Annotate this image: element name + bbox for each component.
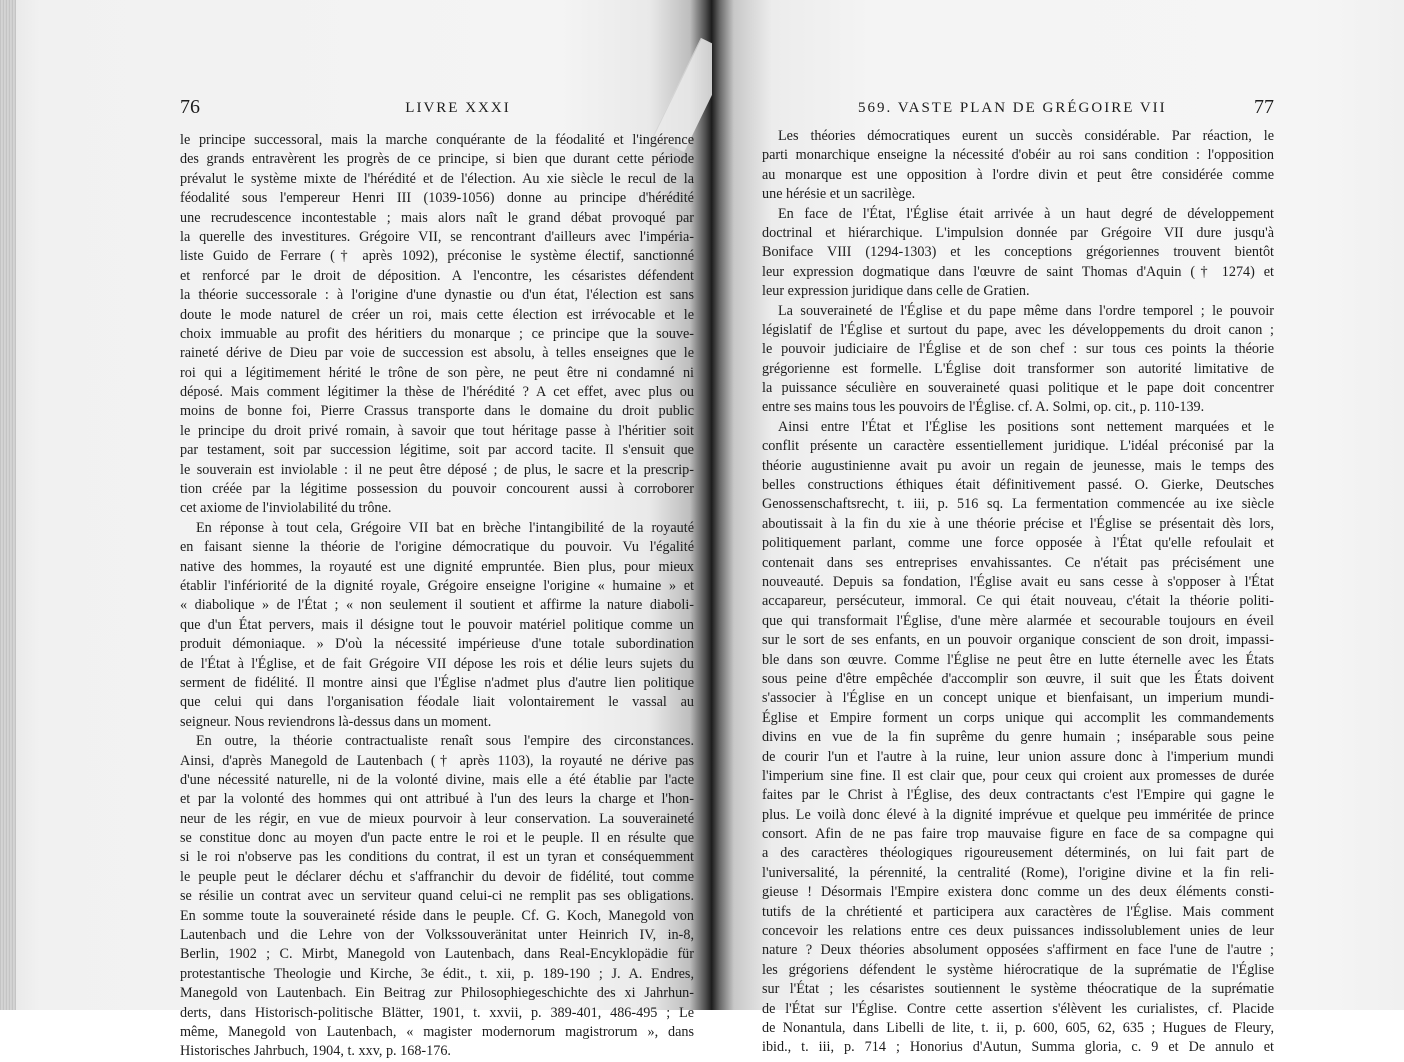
text-line: Berlin, 1902 ; C. Mirbt, Manegold von Lautenbach, dans Real-Encyklopädie für (180, 946, 694, 963)
text-line: Manegold von Lautenbach. Ein Beitrag zur Philosophiegeschichte des xi Jahrhun- (180, 985, 694, 1002)
text-line: que celui qui dans l'organisation féodale liait volontairement le vassal au (180, 694, 694, 711)
text-line: que d'un État pervers, mais il désigne tout le pouvoir matériel politique comme un (180, 616, 694, 633)
text-line: belles constructions éthiques était définitivement passé. O. Gierke, Deutsches (762, 477, 1274, 494)
text-line: la querelle des investitures. Grégoire VII, se rencontrant d'ailleurs avec l'impéria- (180, 228, 694, 245)
text-line: divins en vue de la fin suprême du genre humain ; inséparable sous peine (762, 729, 1274, 746)
text-line: moins de bonne foi, Pierre Crassus transporte dans le domaine du droit public (180, 403, 694, 420)
text-line: leur expression juridique dans celle de Gratien. (762, 283, 1030, 300)
text-line: féodalité sous l'empereur Henri III (1039-1056) donne au principe d'hérédité (180, 190, 694, 207)
text-line: Église et Empire forment un corps unique qui accomplit les commandements (762, 709, 1274, 726)
text-line: protestantische Theologie und Kirche, 3e édit., t. xii, p. 189-190 ; J. A. Endres, (180, 965, 694, 982)
running-header: 569. VASTE PLAN DE GRÉGOIRE VII (858, 100, 1167, 116)
text-line: tutifs de la chrétienté et participera aux caractères de l'Église. Mais comment (762, 903, 1274, 920)
text-line: produit démoniaque. » D'où la nécessité impérieuse d'une totale subordination (180, 636, 694, 653)
text-line: seigneur. Nous reviendrons là-dessus dans un moment. (180, 713, 492, 730)
text-line: Ainsi, d'après Manegold de Lautenbach († après 1103), la royauté ne dérive pas (180, 752, 694, 769)
text-line: le souverain est inviolable : il ne peut être déposé ; de plus, le sacre et la prescrip- (180, 461, 694, 478)
text-line: établir l'infériorité de la dignité royale, Grégoire enseigne l'origine « humaine » et (180, 577, 694, 594)
text-line: raineté dérive de Dieu par voie de succession est absolu, à telles enseignes que le (180, 345, 694, 362)
text-line: La souveraineté de l'Église et du pape même dans l'ordre temporel ; le pouvoir (778, 302, 1274, 319)
text-line: plus. Le voilà donc élevé à la dignité imprévue et quelque peu imméritée de prince (762, 806, 1274, 823)
text-line: de Nonantula, dans Libelli de lite, t. ii, p. 600, 605, 62, 635 ; Hugues de Fleury, (762, 1019, 1274, 1036)
running-header: LIVRE XXXI (405, 100, 511, 116)
text-line: grégorienne est formelle. L'Église doit transformer son autorité limitative de (762, 360, 1274, 377)
text-line: déposé. Mais comment légitimer la thèse de l'hérédité ? A cet effet, avec plus ou (180, 384, 694, 401)
text-line: roi qui a légitimement hérité le trône de son père, ne peut être ni condamné ni (180, 364, 694, 381)
text-line: s'associer à l'Église en un concept unique et bienfaisant, un imperium mundi- (762, 690, 1274, 707)
text-line: cet axiome de l'inviolabilité du trône. (180, 500, 392, 517)
text-line: ble dans son œuvre. Comme l'Église ne peut être en lutte éternelle avec les États (762, 651, 1274, 668)
text-line: politiquement parlant, comme une force opposée à l'État qu'elle refoulait et (762, 535, 1274, 552)
text-line: des grands entravèrent les progrès de ce principe, si bien que durant cette période (180, 151, 694, 168)
page-body-text (180, 131, 694, 1062)
text-line: doute le mode naturel de créer un roi, mais cette élection est irrévocable et le (180, 306, 694, 323)
text-line: le principe du droit privé romain, à savoir que tout héritage passe à l'héritier soit (180, 422, 694, 439)
right-page (712, 0, 1404, 1056)
text-line: conflit présente un caractère essentiellement juridique. L'idéal préconisé par la (762, 438, 1274, 455)
text-line: leur expression dogmatique dans l'œuvre de saint Thomas d'Aquin († 1274) et (762, 263, 1274, 280)
text-line: « diabolique » de l'État ; « non seulement il soutient et affirme la nature diaboli- (180, 597, 694, 614)
text-line: tion créée par la légitime possession du pouvoir concourent aussi à corroborer (180, 481, 694, 498)
text-line: accapareur, persécuteur, immoral. Ce qui était nouveau, c'était la théorie politi- (762, 593, 1274, 610)
text-line: même, Manegold von Lautenbach, « magister modernorum magistrorum », dans (180, 1023, 694, 1040)
text-line: Boniface VIII (1294-1303) et les conceptions grégoriennes trouvent bientôt (762, 244, 1274, 261)
text-line: entre ses mains tous les pouvoirs de l'Église. cf. A. Solmi, op. cit., p. 110-139. (762, 399, 1205, 416)
text-line: a des caractères théologiques rigoureusement déterminés, on lui fait part de (762, 845, 1274, 862)
text-line: que qui transformait l'Église, d'une mère alarmée et secourable toujours en éveil (762, 612, 1274, 629)
text-line: par testament, soit par succession légitime, soit par accord tacite. Il s'ensuit que (180, 442, 694, 459)
page-edges (0, 0, 16, 1010)
text-line: de l'État sur l'Église. Contre cette assertion s'élèvent les curialistes, cf. Placide (762, 1000, 1274, 1017)
text-line: consort. Afin de ne pas faire trop mauvaise figure en face de sa compagne qui (762, 826, 1274, 843)
text-line: nature ? Deux théories absolument opposées s'affirment en face l'une de l'autre ; (762, 942, 1274, 959)
text-line: en faisant sienne la théorie de l'origine démocratique du pouvoir. Vu l'égalité (180, 539, 694, 556)
text-line: contenait dans ses entreprises envahissantes. Ce n'était pas précisément une (762, 554, 1274, 571)
text-line: sous peine d'être empêchée d'accomplir son œuvre, il suit que les États doivent (762, 670, 1274, 687)
text-line: concevoir les relations entre ces deux puissances indissolublement unies de leur (762, 923, 1274, 940)
text-line: Genossenschaftsrecht, t. iii, p. 516 sq. La fermentation commencée au ixe siècle (762, 496, 1274, 513)
text-line: théorie augustinienne avait pu avoir un regain de jeunesse, mais le temps des (762, 457, 1274, 474)
text-line: une recrudescence incontestable ; mais alors naît le grand débat provoqué par (180, 209, 694, 226)
text-line: Historisches Jahrbuch, 1904, t. xxv, p. 168-176. (180, 1043, 451, 1060)
text-line: et renforcé par le droit de déposition. A l'encontre, les césaristes défendent (180, 267, 694, 284)
text-line: l'imperium sine fine. Il est clair que, pour ceux qui croient aux promesses de durée (762, 767, 1274, 784)
text-line: la théorie successorale : à l'origine d'une dynastie ou d'un état, l'élection est sans (180, 287, 694, 304)
text-line: gieuse ! Désormais l'Empire existera donc comme un des deux éléments consti- (762, 884, 1274, 901)
text-line: se résilie un contrat avec un serviteur quand celui-ci ne remplit pas ses obligations. (180, 888, 694, 905)
text-line: derts, dans Historisch-politische Blätter, 1901, t. xxvii, p. 389-401, 486-495 ; Le (180, 1004, 694, 1021)
text-line: faites par le Christ à l'Église, des deux contractants c'est l'Empire qui gagne le (762, 787, 1274, 804)
text-line: Lautenbach und die Lehre von der Volkssouveränitat unter Heinrich IV, in-8, (180, 927, 694, 944)
text-line: de l'État à l'Église, et de fait Grégoire VII dépose les rois et délie leurs sujets du (180, 655, 694, 672)
text-line: une hérésie et un sacrilège. (762, 186, 916, 203)
text-line: sur l'État ; les césaristes soutiennent le système théocratique de la suprématie (762, 981, 1274, 998)
page-body-text (762, 127, 1274, 1058)
text-line: Ainsi entre l'État et l'Église les positions sont nettement marquées et le (778, 418, 1274, 435)
text-line: l'universalité, la pérennité, la centralité (Rome), l'origine divine et la fin reli- (762, 864, 1274, 881)
text-line: et par la volonté des hommes qui ont attribué à l'un des leurs la charge et l'hon- (180, 791, 694, 808)
page-number: 76 (180, 96, 200, 118)
text-line: Les théories démocratiques eurent un succès considérable. Par réaction, le (778, 128, 1274, 144)
text-line: prévalut le système mixte de l'hérédité et de l'élection. Au xie siècle le recul de la (180, 170, 694, 187)
text-line: législatif de l'Église et surtout du pape, avec les développements du droit canon ; (762, 321, 1274, 338)
text-line: le principe successoral, mais la marche conquérante de la féodalité et l'ingérence (180, 132, 694, 148)
text-line: ibid., t. iii, p. 714 ; Honorius d'Autun, Summa gloria, c. 9 et De annulo et (762, 1039, 1274, 1056)
text-line: neur de les régir, en vue de mieux pourvoir à leur conservation. La souveraineté (180, 810, 694, 827)
text-line: En réponse à tout cela, Grégoire VII bat en brèche l'intangibilité de la royauté (196, 519, 694, 536)
text-line: les grégoriens défendent le système hiérocratique de la suprématie de l'Église (762, 961, 1274, 978)
text-line: si le roi n'observe pas les conditions du contrat, il est un tyran et conséquemment (180, 849, 694, 866)
text-line: doctrinal et hiérarchique. L'impulsion donnée par Grégoire VII dure jusqu'à (762, 224, 1274, 241)
text-line: aboutissait à la fin du xie à une théorie précise et l'Église se présentait dès lors, (762, 515, 1274, 532)
text-line: native des hommes, la royauté est une dignité empruntée. Bien plus, pour mieux (180, 558, 694, 575)
text-line: le pouvoir judiciaire de l'Église et de son chef : sur tous ces points la théorie (762, 341, 1274, 358)
text-line: choix immuable au profit des héritiers du monarque ; ce principe que la souve- (180, 325, 694, 342)
text-line: En face de l'État, l'Église était arrivée à un haut degré de développement (778, 205, 1274, 222)
text-line: le peuple peut le déclarer déchu et s'affranchir du devoir de fidélité, tout comme (180, 868, 694, 885)
text-line: se constitue donc au moyen d'un pacte entre le roi et le peuple. Il en résulte que (180, 830, 694, 847)
text-line: serment de fidélité. Il montre ainsi que l'Église n'admet plus d'autre lien politique (180, 674, 694, 691)
text-line: de courir l'un et l'autre à la ruine, leur union assure donc à l'imperium mundi (762, 748, 1274, 765)
text-line: liste Guido de Ferrare († après 1092), préconise le système électif, sanctionné (180, 248, 694, 265)
text-line: sur le sort de ses enfants, en un pouvoir organique conscient de son droit, impassi- (762, 632, 1274, 649)
text-line: au monarque est une opposition à l'ordre divin et peut être considérée comme (762, 166, 1274, 183)
text-line: parti monarchique enseigne la nécessité d'obéir au roi sans condition : l'opposition (762, 147, 1274, 164)
text-line: En somme toute la souveraineté réside dans le peuple. Cf. G. Koch, Manegold von (180, 907, 694, 924)
text-line: nouveauté. Depuis sa fondation, l'Église avait eu sans cesse à s'opposer à l'État (762, 573, 1274, 590)
text-line: En outre, la théorie contractualiste renaît sous l'empire des circonstances. (196, 733, 694, 750)
page-number: 77 (1254, 96, 1274, 118)
text-line: d'une nécessité naturelle, ni de la volonté divine, mais elle a été établie par l'acte (180, 771, 694, 788)
text-line: la puissance séculière en souveraineté quasi politique et le pape doit concentrer (762, 380, 1274, 397)
